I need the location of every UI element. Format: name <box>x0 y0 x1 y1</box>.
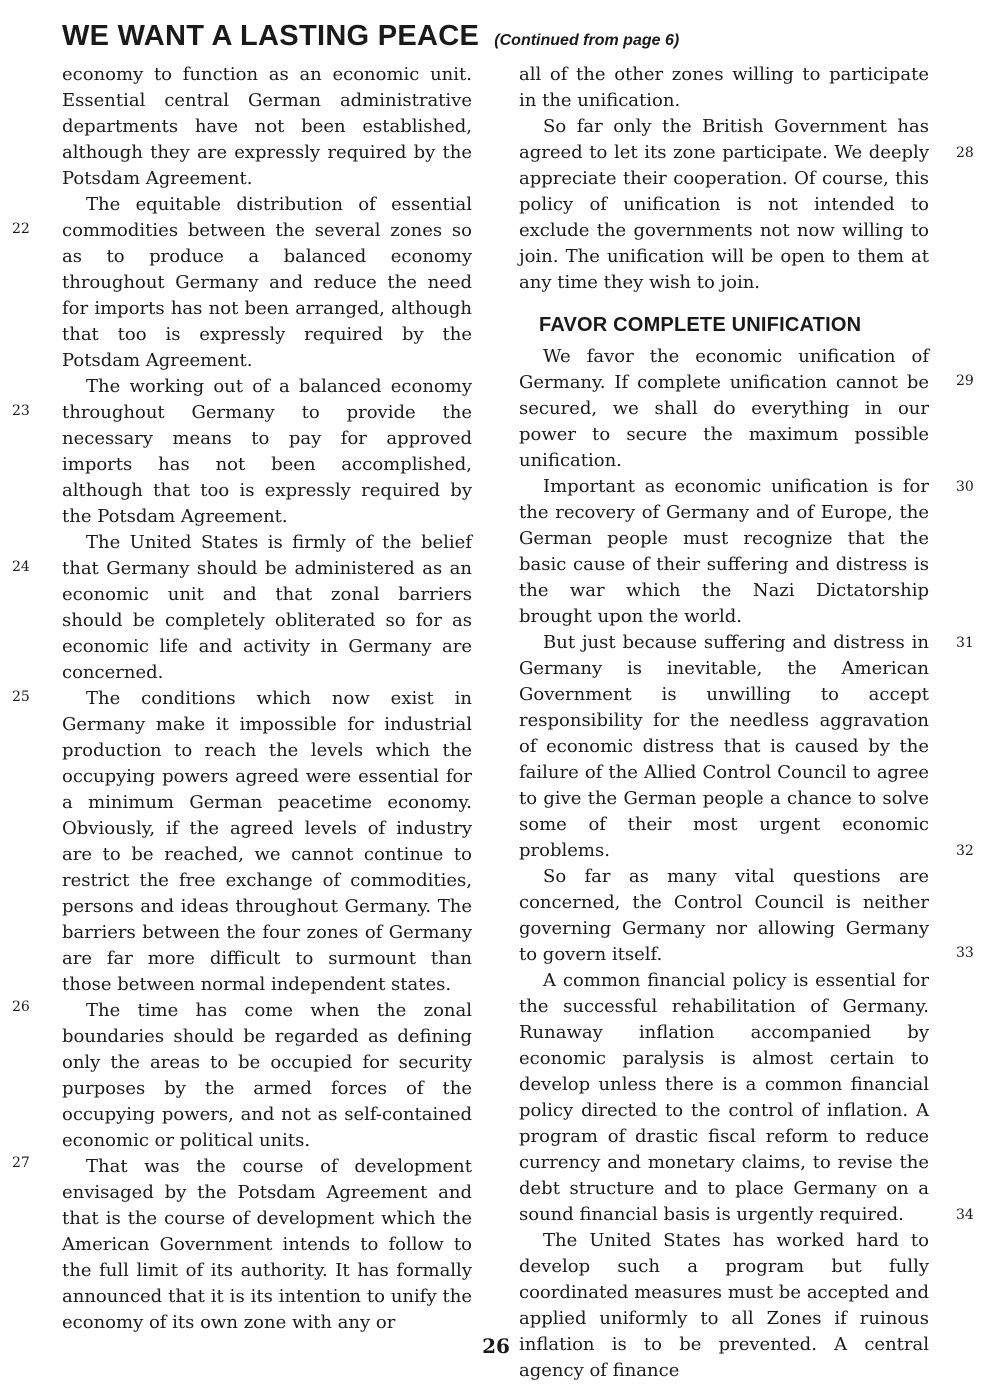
paragraph: all of the other zones willing to participate in the unification. <box>519 64 929 111</box>
paragraph: Important as economic unification is for the recovery of Germany and of Europe, the German people must recognize that the basic cause of their suffering and distress is the war which the Nazi Dictatorship brought upon the world. <box>519 476 929 627</box>
paragraph: economy to function as an economic unit. Essential central German administrative departments have not been established, although they are expressly required by the Potsdam Agreement. <box>62 64 472 189</box>
margin-number: 24 <box>12 559 30 575</box>
margin-number: 32 <box>956 843 974 859</box>
paragraph: The United States has worked hard to develop such a program but fully coordinated measures must be accepted and applied uniformly to all Zones if ruinous inflation is to be prevented. A central agency of finance <box>519 1230 929 1381</box>
margin-number: 33 <box>956 945 974 961</box>
paragraph: That was the course of development envisaged by the Potsdam Agreement and that is the course of development which the American Government intends to follow to the full limit of its authority. It has formally announced that it is its intention to unify the economy of its own zone with any or <box>62 1156 472 1333</box>
paragraph: We favor the economic unification of Germany. If complete unification cannot be secured, we shall do everything in our power to secure the maximum possible unification. <box>519 346 929 471</box>
paragraph: The conditions which now exist in Germany make it impossible for industrial production to reach the levels which the occupying powers agreed were essential for a minimum German peacetime economy. Obviously, if the agreed levels of industry are to be reached, we cannot continue to restrict the free exchange of commodities, persons and ideas throughout Germany. The barriers between the four zones of Germany are far more difficult to surmount than those between normal independent states. <box>62 688 472 995</box>
paragraph: So far only the British Government has agreed to let its zone participate. We deeply appreciate their cooperation. Of course, this policy of unification is not intended to exclude the governments not now willing to join. The unification will be open to them at any time they wish to join. <box>519 116 929 293</box>
right-column <box>519 62 929 1384</box>
margin-number: 22 <box>12 221 30 237</box>
margin-number: 29 <box>956 373 974 389</box>
margin-number: 31 <box>956 635 974 651</box>
margin-number: 28 <box>956 145 974 161</box>
page-title: WE WANT A LASTING PEACE <box>62 20 480 52</box>
margin-number: 27 <box>12 1155 30 1171</box>
paragraph: The working out of a balanced economy throughout Germany to provide the necessary means to pay for approved imports has not been accomplished, although that too is expressly required by the Potsdam Agreement. <box>62 376 472 527</box>
paragraph: But just because suffering and distress in Germany is inevitable, the American Government is unwilling to accept responsibility for the needless aggravation of economic distress that is caused by the failure of the Allied Control Council to agree to give the German people a chance to solve some of their most urgent economic problems. <box>519 632 929 861</box>
margin-number: 26 <box>12 999 30 1015</box>
left-column <box>62 62 472 1336</box>
margin-number: 23 <box>12 403 30 419</box>
section-heading: FAVOR COMPLETE UNIFICATION <box>539 314 862 336</box>
continued-note: (Continued from page 6) <box>494 32 680 49</box>
paragraph: The United States is firmly of the belief that Germany should be administered as an economic unit and that zonal barriers should be completely obliterated so for as economic life and activity in Germany are concerned. <box>62 532 472 683</box>
page-header <box>62 20 962 60</box>
page-number: 26 <box>482 1334 510 1358</box>
margin-number: 30 <box>956 479 974 495</box>
paragraph: So far as many vital questions are concerned, the Control Council is neither governing Germany nor allowing Germany to govern itself. <box>519 866 929 965</box>
paragraph: A common financial policy is essential for the successful rehabilitation of Germany. Runaway inflation accompanied by economic paralysis is almost certain to develop unless there is a common financial policy directed to the control of inflation. A program of drastic fiscal reform to reduce currency and monetary claims, to revise the debt structure and to place Germany on a sound financial basis is urgently required. <box>519 970 929 1225</box>
paragraph: The equitable distribution of essential commodities between the several zones so as to produce a balanced economy throughout Germany and reduce the need for imports has not been arranged, although that too is expressly required by the Potsdam Agreement. <box>62 194 472 371</box>
margin-number: 34 <box>956 1207 974 1223</box>
paragraph: The time has come when the zonal boundaries should be regarded as defining only the areas to be occupied for security purposes by the armed forces of the occupying powers, and not as self-contained economic or political units. <box>62 1000 472 1151</box>
margin-number: 25 <box>12 689 30 705</box>
